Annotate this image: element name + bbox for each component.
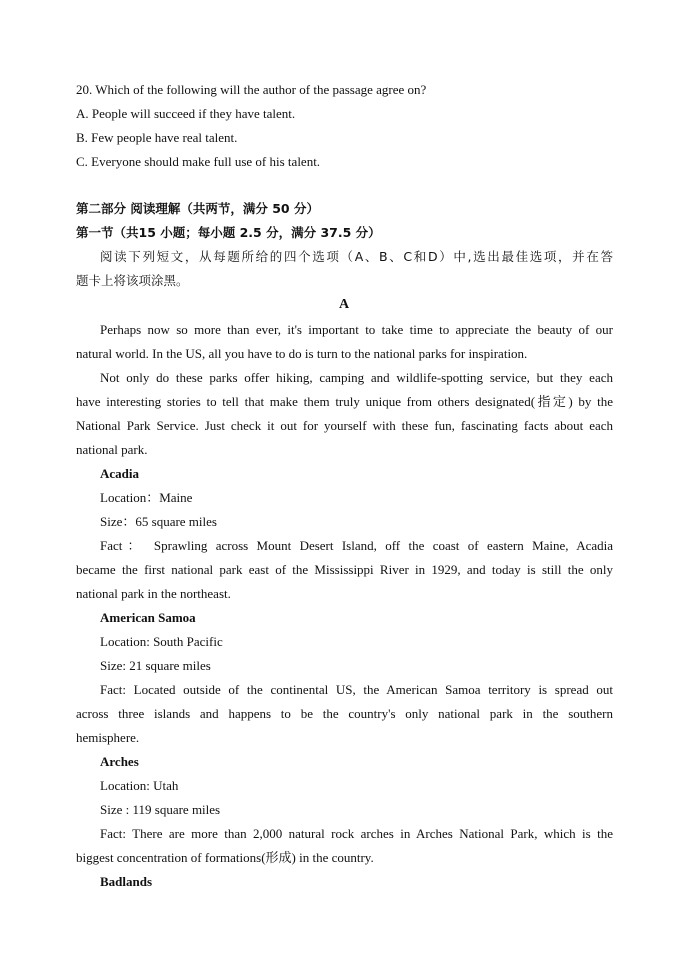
park-name-acadia: Acadia (100, 466, 139, 481)
park-fact-american-samoa-2: across three islands and happens to be the country's only national park in the southern (76, 706, 613, 721)
intro-line-1: Perhaps now so more than ever, it's important to take time to appreciate the beauty of our (100, 322, 613, 337)
park-name-badlands: Badlands (100, 874, 153, 889)
park-fact-arches-2: biggest concentration of formations(形成) in the country. (76, 850, 374, 865)
park-location-american-samoa: Location: South Pacific (100, 634, 223, 649)
passage-title: A (338, 297, 350, 312)
park-name-american-samoa: American Samoa (100, 610, 196, 625)
park-fact-acadia-2: became the first national park east of the Mississippi River in 1929, and today is still the only (76, 562, 613, 577)
park-size-arches: Size : 119 square miles (100, 802, 221, 817)
option-b: B. Few people have real talent. (76, 130, 238, 145)
part-heading: 第二部分 阅读理解（共两节，满分 50 分） (76, 201, 319, 216)
instructions-line-1: 阅读下列短文，从每题所给的四个选项（A、B、C和D）中,选出最佳选项，并在答 (100, 249, 613, 264)
intro-line-4: have interesting stories to tell that make them truly unique from others designated(指定) by the (76, 394, 613, 409)
question-stem: 20. Which of the following will the author of the passage agree on? (76, 82, 427, 97)
park-name-arches: Arches (100, 754, 139, 769)
park-fact-american-samoa-1: Fact: Located outside of the continental US, the American Samoa territory is spread out (100, 682, 613, 697)
instructions-line-2: 题卡上将该项涂黑。 (76, 273, 189, 288)
intro-line-3: Not only do these parks offer hiking, camping and wildlife-spotting service, but they each (100, 370, 613, 385)
park-location-acadia: Location：Maine (100, 490, 193, 505)
section-heading: 第一节（共15 小题；每小题 2.5 分，满分 37.5 分） (76, 225, 381, 240)
park-location-arches: Location: Utah (100, 778, 179, 793)
option-a: A. People will succeed if they have talent. (76, 106, 296, 121)
intro-line-5: National Park Service. Just check it out for yourself with these fun, fascinating facts about each (76, 418, 613, 433)
intro-line-6: national park. (76, 442, 148, 457)
park-fact-acadia-1: Fact： Sprawling across Mount Desert Island, off the coast of eastern Maine, Acadia (100, 538, 613, 553)
option-c: C. Everyone should make full use of his talent. (76, 154, 321, 169)
park-fact-acadia-3: national park in the northeast. (76, 586, 231, 601)
park-size-acadia: Size：65 square miles (100, 514, 217, 529)
park-fact-arches-1: Fact: There are more than 2,000 natural rock arches in Arches National Park, which is the (100, 826, 613, 841)
park-fact-american-samoa-3: hemisphere. (76, 730, 140, 745)
park-size-american-samoa: Size: 21 square miles (100, 658, 211, 673)
intro-line-2: natural world. In the US, all you have to do is turn to the national parks for inspiration. (76, 346, 528, 361)
